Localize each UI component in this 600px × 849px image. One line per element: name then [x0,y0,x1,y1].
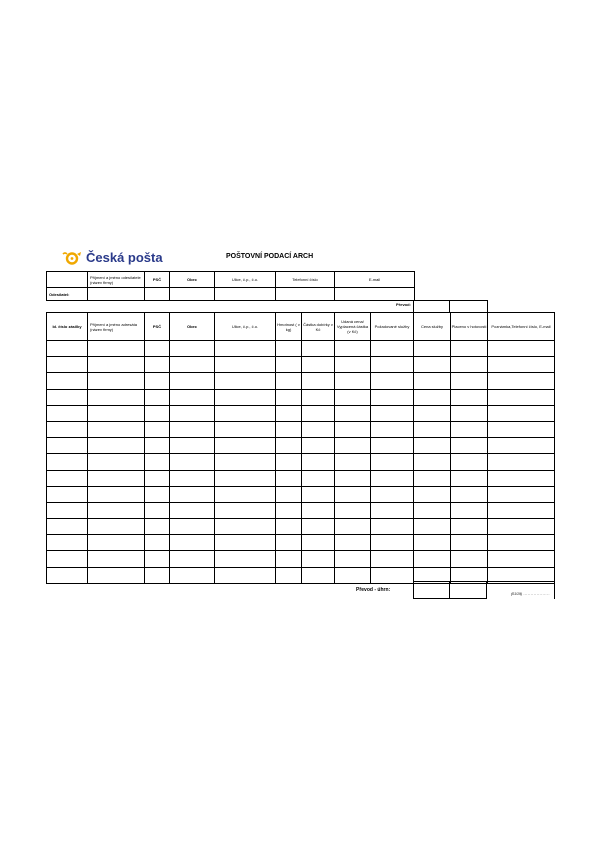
cell-declared-value[interactable] [335,470,371,486]
cell-psc[interactable] [145,502,170,518]
cell-recipient[interactable] [88,551,145,567]
cell-cod[interactable] [302,421,335,437]
cell-declared-value[interactable] [335,502,371,518]
cell-service-price[interactable] [414,341,451,357]
logo [62,250,163,265]
cell-psc[interactable] [145,405,170,421]
cell-paid-cash[interactable] [451,405,488,421]
cell-psc[interactable] [145,567,170,583]
col-cod: Částka dobírky v Kč [302,313,335,341]
cell-id[interactable] [47,535,88,551]
cell-services[interactable] [371,454,414,470]
cell-street[interactable] [215,438,276,454]
cell-weight[interactable] [276,486,302,502]
table-row [47,421,555,437]
col-recipient: Příjmení a jméno adresáta (název firmy) [88,313,145,341]
table-row [47,551,555,567]
col-weight: Hmotnost ( v kg) [276,313,302,341]
cell-psc[interactable] [145,389,170,405]
form-version-stamp: (01/19) .................. [511,592,551,596]
cell-recipient[interactable] [88,454,145,470]
table-row [47,438,555,454]
cell-weight[interactable] [276,502,302,518]
cell-service-price[interactable] [414,438,451,454]
cell-weight[interactable] [276,389,302,405]
cell-weight[interactable] [276,470,302,486]
sender-street-field[interactable] [215,288,276,301]
cell-services[interactable] [371,486,414,502]
cell-services[interactable] [371,389,414,405]
cell-service-price[interactable] [414,551,451,567]
cell-psc[interactable] [145,341,170,357]
cell-obec[interactable] [170,551,215,567]
cell-note[interactable] [488,405,555,421]
cell-note[interactable] [488,373,555,389]
col-declared-value: Udaná cena/ Vyplacená částka (v Kč) [335,313,371,341]
cell-weight[interactable] [276,405,302,421]
cell-cod[interactable] [302,486,335,502]
cell-obec[interactable] [170,535,215,551]
total-cells [413,581,555,599]
cell-declared-value[interactable] [335,535,371,551]
cell-id[interactable] [47,470,88,486]
cell-cod[interactable] [302,551,335,567]
cell-id[interactable] [47,438,88,454]
cell-obec[interactable] [170,486,215,502]
cell-services[interactable] [371,405,414,421]
cell-declared-value[interactable] [335,341,371,357]
cell-id[interactable] [47,454,88,470]
cell-id[interactable] [47,421,88,437]
cell-street[interactable] [215,405,276,421]
cell-cod[interactable] [302,535,335,551]
cell-psc[interactable] [145,421,170,437]
cell-note[interactable] [488,438,555,454]
col-paid-cash: Placeno v hotovosti [451,313,488,341]
cell-recipient[interactable] [88,357,145,373]
cell-declared-value[interactable] [335,438,371,454]
cell-id[interactable] [47,519,88,535]
table-row [47,389,555,405]
cell-cod[interactable] [302,502,335,518]
cell-id[interactable] [47,567,88,583]
cell-psc[interactable] [145,454,170,470]
cell-cod[interactable] [302,341,335,357]
cell-note[interactable] [488,535,555,551]
cell-recipient[interactable] [88,486,145,502]
table-row [47,535,555,551]
cell-paid-cash[interactable] [451,421,488,437]
cell-paid-cash[interactable] [451,470,488,486]
prevod-label: Převod: [396,302,411,307]
cell-street[interactable] [215,551,276,567]
col-note: Poznámka,Telefonní číslo, E-mail [488,313,555,341]
sender-psc-field[interactable] [145,288,170,301]
cell-cod[interactable] [302,373,335,389]
col-obec: Obec [170,313,215,341]
cell-note[interactable] [488,551,555,567]
cell-psc[interactable] [145,470,170,486]
sender-phone-field[interactable] [276,288,335,301]
cell-paid-cash[interactable] [451,551,488,567]
cell-recipient[interactable] [88,373,145,389]
col-services: Požadované služby [371,313,414,341]
prevod-cena-field[interactable] [414,301,450,313]
cell-obec[interactable] [170,373,215,389]
col-service-price: Cena služby [414,313,451,341]
logo-text: Česká pošta [86,250,163,265]
cell-service-price[interactable] [414,535,451,551]
cell-id[interactable] [47,373,88,389]
cell-note[interactable] [488,502,555,518]
cell-street[interactable] [215,567,276,583]
cell-services[interactable] [371,373,414,389]
cell-psc[interactable] [145,519,170,535]
cell-note[interactable] [488,389,555,405]
cell-psc[interactable] [145,357,170,373]
cell-paid-cash[interactable] [451,502,488,518]
cell-paid-cash[interactable] [451,535,488,551]
cell-obec[interactable] [170,519,215,535]
prevod-uhrn-label: Převod - úhrn: [356,587,391,593]
cell-recipient[interactable] [88,421,145,437]
cell-psc[interactable] [145,551,170,567]
cell-obec[interactable] [170,341,215,357]
cell-recipient[interactable] [88,502,145,518]
prevod-placeno-field[interactable] [450,301,488,313]
cell-recipient[interactable] [88,519,145,535]
cell-service-price[interactable] [414,502,451,518]
cell-obec[interactable] [170,421,215,437]
cell-declared-value[interactable] [335,519,371,535]
table-row [47,519,555,535]
table-row [47,373,555,389]
cell-id[interactable] [47,405,88,421]
cell-service-price[interactable] [414,486,451,502]
cell-cod[interactable] [302,357,335,373]
consignment-table [46,312,555,584]
cell-id[interactable] [47,551,88,567]
table-row [47,470,555,486]
cell-street[interactable] [215,389,276,405]
cell-note[interactable] [488,341,555,357]
sender-col-psc: PSČ [145,272,170,288]
sender-row-label: Odesílatel: [47,288,88,301]
table-row [47,341,555,357]
table-row [47,454,555,470]
table-row [47,357,555,373]
cell-psc[interactable] [145,438,170,454]
cell-street[interactable] [215,341,276,357]
cell-weight[interactable] [276,421,302,437]
cell-services[interactable] [371,470,414,486]
table-header-row [47,313,555,341]
sender-col-obec: Obec [170,272,215,288]
cell-declared-value[interactable] [335,357,371,373]
cell-weight[interactable] [276,357,302,373]
cell-cod[interactable] [302,389,335,405]
cell-service-price[interactable] [414,357,451,373]
total-placeno-field[interactable] [450,582,487,599]
cell-obec[interactable] [170,567,215,583]
cell-obec[interactable] [170,405,215,421]
cell-recipient[interactable] [88,438,145,454]
cell-weight[interactable] [276,567,302,583]
cell-services[interactable] [371,502,414,518]
cell-obec[interactable] [170,502,215,518]
cell-services[interactable] [371,519,414,535]
cell-obec[interactable] [170,389,215,405]
cell-service-price[interactable] [414,470,451,486]
cell-id[interactable] [47,502,88,518]
sender-corner-cell [47,272,88,288]
table-row [47,502,555,518]
cell-paid-cash[interactable] [451,389,488,405]
table-row [47,405,555,421]
cell-cod[interactable] [302,438,335,454]
cell-id[interactable] [47,341,88,357]
cell-services[interactable] [371,357,414,373]
cell-weight[interactable] [276,551,302,567]
cell-paid-cash[interactable] [451,373,488,389]
cell-id[interactable] [47,357,88,373]
sender-name-field[interactable] [88,288,145,301]
cell-street[interactable] [215,421,276,437]
cell-declared-value[interactable] [335,421,371,437]
post-horn-icon [62,251,82,265]
cell-declared-value[interactable] [335,567,371,583]
cell-services[interactable] [371,551,414,567]
cell-obec[interactable] [170,470,215,486]
cell-psc[interactable] [145,486,170,502]
cell-paid-cash[interactable] [451,357,488,373]
cell-paid-cash[interactable] [451,519,488,535]
cell-declared-value[interactable] [335,551,371,567]
page-title: POŠTOVNÍ PODACÍ ARCH [226,253,314,260]
cell-street[interactable] [215,454,276,470]
cell-service-price[interactable] [414,519,451,535]
cell-cod[interactable] [302,519,335,535]
cell-psc[interactable] [145,535,170,551]
cell-declared-value[interactable] [335,389,371,405]
cell-note[interactable] [488,454,555,470]
cell-services[interactable] [371,567,414,583]
cell-paid-cash[interactable] [451,486,488,502]
cell-recipient[interactable] [88,567,145,583]
cell-cod[interactable] [302,405,335,421]
col-psc: PSČ [145,313,170,341]
cell-street[interactable] [215,373,276,389]
cell-declared-value[interactable] [335,373,371,389]
cell-weight[interactable] [276,373,302,389]
cell-street[interactable] [215,470,276,486]
sender-col-name: Příjmení a jméno odesílatele (název firmy) [88,272,145,288]
cell-cod[interactable] [302,454,335,470]
col-id: Id. číslo zásilky [47,313,88,341]
cell-street[interactable] [215,519,276,535]
cell-weight[interactable] [276,454,302,470]
cell-note[interactable] [488,421,555,437]
total-cena-field[interactable] [414,582,450,599]
cell-note[interactable] [488,519,555,535]
cell-paid-cash[interactable] [451,454,488,470]
cell-weight[interactable] [276,341,302,357]
sender-obec-field[interactable] [170,288,215,301]
cell-street[interactable] [215,486,276,502]
cell-cod[interactable] [302,567,335,583]
cell-paid-cash[interactable] [451,438,488,454]
cell-street[interactable] [215,502,276,518]
cell-recipient[interactable] [88,341,145,357]
cell-note[interactable] [488,486,555,502]
cell-obec[interactable] [170,357,215,373]
cell-weight[interactable] [276,438,302,454]
cell-declared-value[interactable] [335,454,371,470]
cell-street[interactable] [215,357,276,373]
sender-col-street: Ulice, č.p., č.o. [215,272,276,288]
sender-email-field[interactable] [335,288,415,301]
cell-recipient[interactable] [88,389,145,405]
cell-cod[interactable] [302,470,335,486]
cell-service-price[interactable] [414,405,451,421]
table-row [47,486,555,502]
cell-services[interactable] [371,341,414,357]
cell-declared-value[interactable] [335,486,371,502]
cell-obec[interactable] [170,454,215,470]
cell-id[interactable] [47,486,88,502]
cell-services[interactable] [371,535,414,551]
col-street: Ulice, č.p., č.o. [215,313,276,341]
cell-services[interactable] [371,438,414,454]
cell-service-price[interactable] [414,373,451,389]
cell-obec[interactable] [170,438,215,454]
cell-services[interactable] [371,421,414,437]
cell-service-price[interactable] [414,421,451,437]
cell-id[interactable] [47,389,88,405]
cell-service-price[interactable] [414,454,451,470]
sender-col-phone: Telefonní číslo [276,272,335,288]
cell-recipient[interactable] [88,535,145,551]
sender-table [46,271,415,301]
cell-note[interactable] [488,470,555,486]
cell-recipient[interactable] [88,470,145,486]
cell-recipient[interactable] [88,405,145,421]
cell-service-price[interactable] [414,389,451,405]
cell-psc[interactable] [145,373,170,389]
cell-weight[interactable] [276,535,302,551]
cell-note[interactable] [488,357,555,373]
cell-street[interactable] [215,535,276,551]
cell-weight[interactable] [276,519,302,535]
cell-declared-value[interactable] [335,405,371,421]
cell-paid-cash[interactable] [451,341,488,357]
sender-col-email: E-mail [335,272,415,288]
